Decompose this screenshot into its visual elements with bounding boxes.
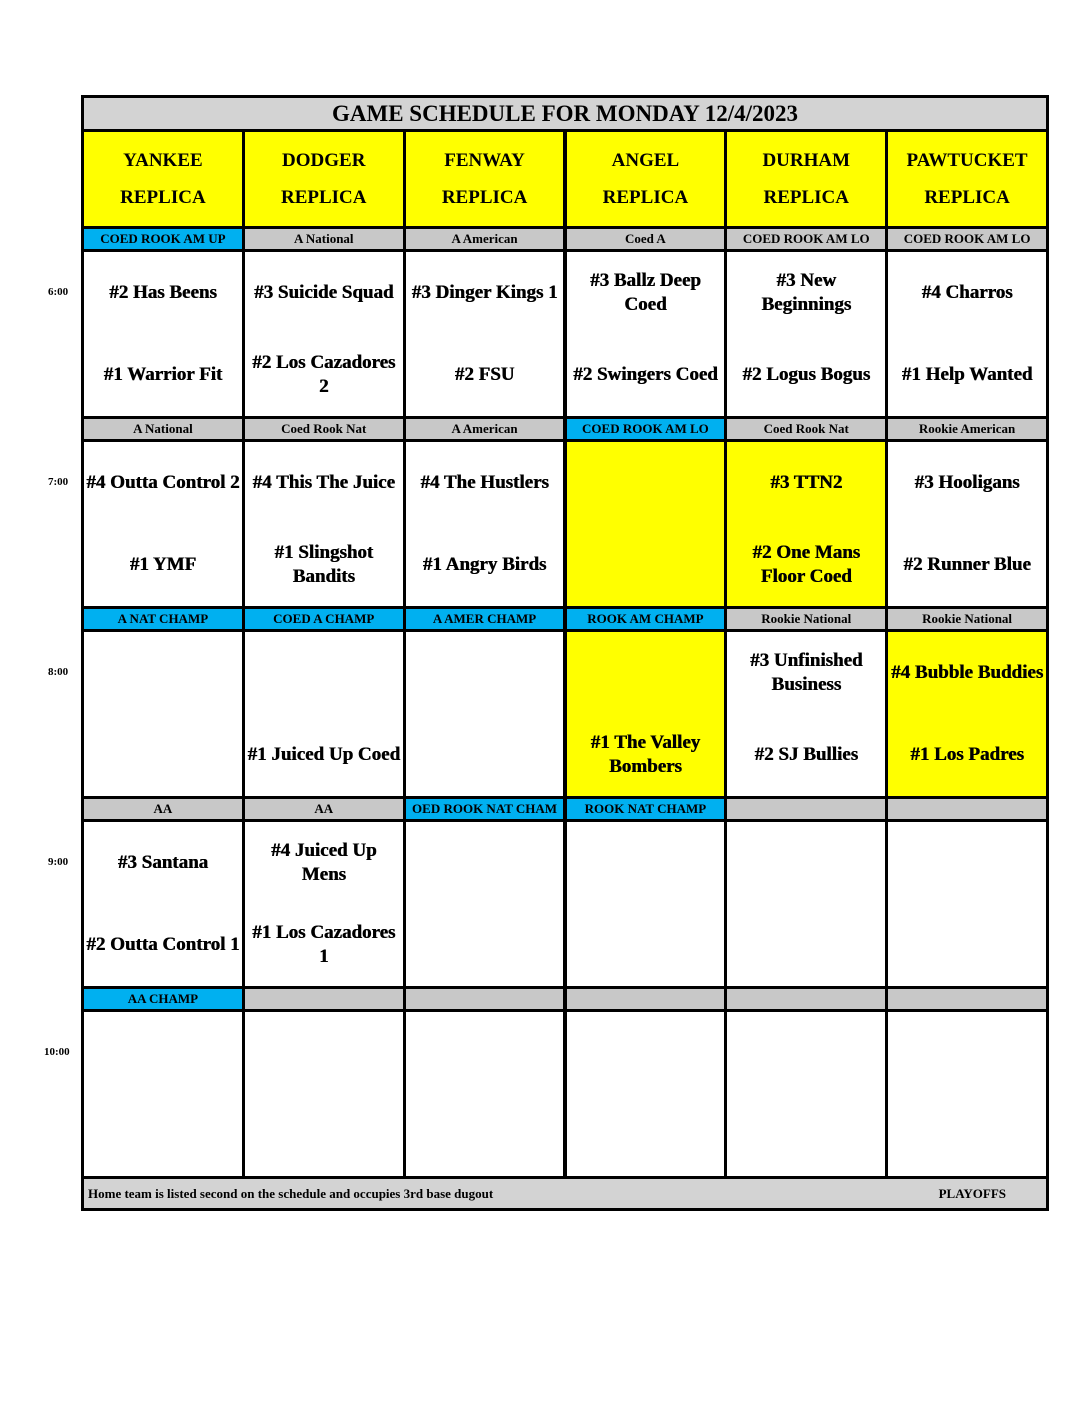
- away-team: #3 Hooligans: [914, 472, 1020, 493]
- field-subtitle: REPLICA: [441, 187, 528, 208]
- away-team: [84, 1012, 242, 1094]
- away-team: [406, 632, 564, 714]
- away-team: #3 New Beginnings: [761, 270, 852, 315]
- field-name: DURHAM: [762, 150, 851, 171]
- away-team: #4 Juiced Up Mens: [270, 840, 377, 885]
- home-team: [888, 1094, 1046, 1176]
- home-team: [727, 904, 885, 986]
- home-team: [567, 904, 725, 986]
- game-cell: [406, 442, 564, 606]
- home-team: #1 Slingshot Bandits: [274, 542, 374, 587]
- game-cell: [727, 632, 885, 796]
- home-team: #2 SJ Bullies: [754, 744, 858, 765]
- away-team: [567, 442, 725, 524]
- game-cell: [84, 632, 242, 796]
- schedule-table: [81, 95, 1049, 1211]
- home-team: #2 FSU: [454, 364, 515, 385]
- away-team: #4 Charros: [921, 282, 1013, 303]
- game-cell: [84, 822, 242, 986]
- away-team: [727, 822, 885, 904]
- field-header: [406, 132, 564, 226]
- field-name: ANGEL: [611, 150, 680, 171]
- away-team: [567, 822, 725, 904]
- home-team: #2 One Mans Floor Coed: [752, 542, 861, 587]
- game-cell: [406, 632, 564, 796]
- home-team: #2 Los Cazadores 2: [252, 352, 396, 397]
- away-team: #2 Has Beens: [109, 282, 217, 303]
- home-team: [567, 1094, 725, 1176]
- division-label: Rookie National: [888, 609, 1046, 629]
- time-slot-label: 6:00: [48, 286, 69, 298]
- time-slot-label: 7:00: [48, 476, 69, 488]
- field-name: YANKEE: [123, 150, 203, 171]
- division-label: AA CHAMP: [84, 989, 242, 1009]
- home-team: [727, 1094, 885, 1176]
- away-team: #4 This The Juice: [252, 472, 395, 493]
- division-label: [727, 799, 885, 819]
- away-team: [567, 1012, 725, 1094]
- division-label: A National: [84, 419, 242, 439]
- game-cell: [727, 1012, 885, 1176]
- game-cell: [245, 252, 403, 416]
- home-team: #2 Outta Control 1: [86, 934, 240, 955]
- time-slot-label: 8:00: [48, 666, 69, 678]
- home-team: [84, 1094, 242, 1176]
- division-label: A NAT CHAMP: [84, 609, 242, 629]
- division-label: Coed A: [567, 229, 725, 249]
- field-header: [727, 132, 885, 226]
- field-header: [888, 132, 1046, 226]
- home-team: [84, 714, 242, 796]
- division-label: A National: [245, 229, 403, 249]
- field-name: FENWAY: [444, 150, 525, 171]
- division-label: Coed Rook Nat: [245, 419, 403, 439]
- division-label: AA: [245, 799, 403, 819]
- home-team: #2 Swingers Coed: [573, 364, 718, 385]
- game-cell: [245, 632, 403, 796]
- game-cell: [888, 442, 1046, 606]
- away-team: [406, 822, 564, 904]
- game-cell: [245, 822, 403, 986]
- home-team: [245, 1094, 403, 1176]
- away-team: [888, 1012, 1046, 1094]
- field-header: [84, 132, 242, 226]
- home-team: #2 Runner Blue: [903, 554, 1031, 575]
- home-team: #1 Los Cazadores 1: [252, 922, 396, 967]
- division-label: A American: [406, 419, 564, 439]
- field-name: DODGER: [282, 150, 366, 171]
- division-label: ROOK NAT CHAMP: [567, 799, 725, 819]
- division-label: COED ROOK AM LO: [888, 229, 1046, 249]
- away-team: #4 Outta Control 2: [86, 472, 240, 493]
- away-team: #3 Unfinished Business: [750, 650, 863, 695]
- away-team: [245, 1012, 403, 1094]
- field-subtitle: REPLICA: [763, 187, 849, 208]
- division-label: [245, 989, 403, 1009]
- schedule-title: GAME SCHEDULE FOR MONDAY 12/4/2023: [84, 98, 1046, 129]
- away-team: [567, 632, 725, 714]
- division-label: A American: [406, 229, 564, 249]
- away-team: [406, 1012, 564, 1094]
- away-team: #4 Bubble Buddies: [891, 662, 1044, 683]
- game-cell: [888, 822, 1046, 986]
- home-team: [888, 904, 1046, 986]
- playoffs-label: PLAYOFFS: [938, 1185, 1006, 1201]
- home-team: #1 Angry Birds: [422, 554, 547, 575]
- division-label: Coed Rook Nat: [727, 419, 885, 439]
- division-label: ROOK AM CHAMP: [567, 609, 725, 629]
- division-label: COED A CHAMP: [245, 609, 403, 629]
- home-team: [406, 904, 564, 986]
- game-cell: [84, 252, 242, 416]
- home-team-note: Home team is listed second on the schedule and occupies 3rd base dugout: [88, 1185, 494, 1201]
- home-team: [406, 714, 564, 796]
- away-team: #3 TTN2: [770, 472, 843, 493]
- field-subtitle: REPLICA: [602, 187, 689, 208]
- away-team: [888, 822, 1046, 904]
- away-team: #4 The Hustlers: [420, 472, 549, 493]
- home-team: #1 Warrior Fit: [103, 364, 223, 385]
- division-label: Rookie National: [727, 609, 885, 629]
- home-team: #1 Help Wanted: [901, 364, 1033, 385]
- game-cell: [888, 1012, 1046, 1176]
- division-label: AA: [84, 799, 242, 819]
- game-cell: [406, 1012, 564, 1176]
- division-label: OED ROOK NAT CHAM: [406, 799, 564, 819]
- division-label: [567, 989, 725, 1009]
- away-team: #3 Dinger Kings 1: [411, 282, 558, 303]
- home-team: #1 YMF: [129, 554, 197, 575]
- division-label: COED ROOK AM LO: [567, 419, 725, 439]
- home-team: #1 Los Padres: [910, 744, 1024, 765]
- game-cell: [567, 822, 725, 986]
- game-cell: [727, 442, 885, 606]
- game-cell: [567, 442, 725, 606]
- game-cell: [888, 632, 1046, 796]
- game-cell: [727, 252, 885, 416]
- home-team: #1 Juiced Up Coed: [247, 744, 401, 765]
- game-cell: [84, 1012, 242, 1176]
- away-team: [84, 632, 242, 714]
- game-cell: [84, 442, 242, 606]
- game-cell: [245, 1012, 403, 1176]
- field-header: [245, 132, 403, 226]
- away-team: #3 Ballz Deep Coed: [590, 270, 701, 315]
- home-team: #1 The Valley Bombers: [590, 732, 701, 777]
- home-team: #2 Logus Bogus: [742, 364, 871, 385]
- away-team: #3 Santana: [117, 852, 209, 873]
- away-team: #3 Suicide Squad: [254, 282, 394, 303]
- field-subtitle: REPLICA: [924, 187, 1010, 208]
- division-label: [888, 799, 1046, 819]
- game-cell: [727, 822, 885, 986]
- away-team: [727, 1012, 885, 1094]
- home-team: [567, 524, 725, 606]
- time-slot-label: 9:00: [48, 856, 69, 868]
- field-name: PAWTUCKET: [906, 150, 1028, 171]
- game-cell: [245, 442, 403, 606]
- home-team: [406, 1094, 564, 1176]
- division-label: COED ROOK AM UP: [84, 229, 242, 249]
- game-cell: [567, 632, 725, 796]
- division-label: A AMER CHAMP: [406, 609, 564, 629]
- game-cell: [406, 822, 564, 986]
- game-cell: [567, 1012, 725, 1176]
- division-label: [406, 989, 564, 1009]
- field-subtitle: REPLICA: [120, 187, 206, 208]
- division-label: Rookie American: [888, 419, 1046, 439]
- game-cell: [888, 252, 1046, 416]
- game-cell: [567, 252, 725, 416]
- field-subtitle: REPLICA: [280, 187, 367, 208]
- division-label: [888, 989, 1046, 1009]
- time-slot-label: 10:00: [44, 1046, 70, 1058]
- division-label: [727, 989, 885, 1009]
- schedule-footer: [84, 1179, 1046, 1208]
- away-team: [245, 632, 403, 714]
- game-cell: [406, 252, 564, 416]
- division-label: COED ROOK AM LO: [727, 229, 885, 249]
- field-header: [567, 132, 725, 226]
